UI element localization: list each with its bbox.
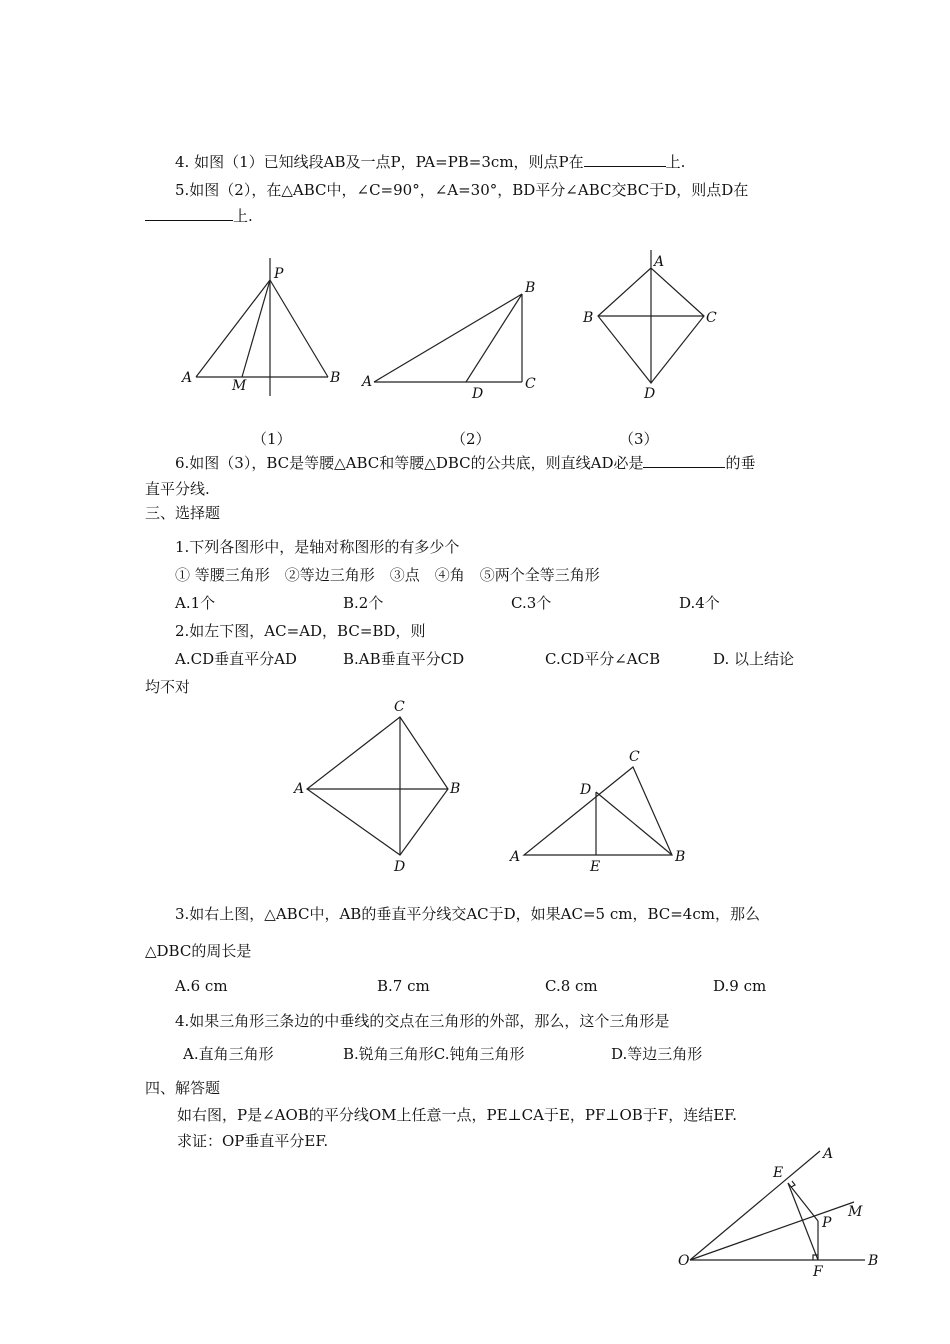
fig5-triangle-abc xyxy=(524,767,672,855)
choice-q2-stem: 2.如左下图，AC=AD，BC=BD，则 xyxy=(175,622,426,640)
fig5-label-d: D xyxy=(580,782,592,798)
question-5: 5.如图（2），在△ABC中，∠C=90°，∠A=30°，BD平分∠ABC交BC于D，则点D在 xyxy=(175,181,749,199)
figure-4 xyxy=(292,699,460,875)
question-6 xyxy=(175,453,756,473)
choice-q4-option-a: A.直角三角形 xyxy=(183,1045,274,1063)
figure-1-caption: （1） xyxy=(252,430,292,448)
question-5-suffix: 上. xyxy=(233,207,253,225)
choice-q2-option-c: C.CD平分∠ACB xyxy=(545,650,661,668)
choice-q1-option-a: A.1个 xyxy=(175,594,216,612)
choice-q3-stem-cont: △DBC的周长是 xyxy=(145,942,252,960)
question-4 xyxy=(175,152,685,172)
figure-2-caption: （2） xyxy=(451,430,491,448)
figure-1 xyxy=(180,258,340,396)
choice-q4-option-d: D.等边三角形 xyxy=(611,1045,703,1063)
fig5-label-c: C xyxy=(629,749,640,765)
fig3-label-c: C xyxy=(706,310,717,326)
fig4-quadrilateral xyxy=(307,717,448,855)
section-4-title: 四、解答题 xyxy=(145,1079,221,1097)
figure-2 xyxy=(360,280,536,402)
fig4-label-c: C xyxy=(394,699,405,715)
section-3-title: 三、选择题 xyxy=(145,504,221,522)
question-5-cont xyxy=(145,206,253,226)
fig2-label-b: B xyxy=(525,280,536,296)
question-4-text: 4. 如图（1）已知线段AB及一点P，PA=PB=3cm，则点P在 xyxy=(175,153,584,171)
fig5-label-b: B xyxy=(675,849,686,865)
fig6-ray-om xyxy=(690,1202,854,1260)
fig3-label-a: A xyxy=(654,254,665,270)
proof-problem-goal: 求证：OP垂直平分EF. xyxy=(177,1132,329,1150)
answer-blank xyxy=(643,453,725,468)
choice-q2-option-a: A.CD垂直平分AD xyxy=(175,650,297,668)
fig1-label-a: A xyxy=(182,370,193,386)
fig6-segment-ep xyxy=(788,1183,818,1221)
figure-3 xyxy=(582,250,717,402)
fig1-segment-pb xyxy=(270,280,328,377)
fig4-label-a: A xyxy=(294,781,305,797)
fig1-segment-pa xyxy=(196,280,270,377)
fig2-label-c: C xyxy=(525,376,536,392)
fig6-label-a: A xyxy=(823,1146,834,1162)
choice-q3-option-c: C.8 cm xyxy=(545,977,598,995)
fig2-label-d: D xyxy=(472,386,484,402)
fig6-right-angle-e xyxy=(791,1181,795,1187)
choice-q1-items: ① 等腰三角形 ②等边三角形 ③点 ④角 ⑤两个全等三角形 xyxy=(175,566,600,584)
fig6-label-e: E xyxy=(773,1165,784,1181)
fig2-label-a: A xyxy=(362,374,373,390)
fig1-label-p: P xyxy=(274,266,284,282)
choice-q4-stem: 4.如果三角形三条边的中垂线的交点在三角形的外部，那么，这个三角形是 xyxy=(175,1012,670,1030)
fig1-label-m: M xyxy=(232,378,247,394)
fig5-segment-db xyxy=(596,792,672,855)
choice-q3-option-b: B.7 cm xyxy=(377,977,430,995)
fig6-label-b: B xyxy=(868,1253,879,1269)
choice-q3-stem: 3.如右上图，△ABC中，AB的垂直平分线交AC于D，如果AC=5 cm，BC=4cm，那么 xyxy=(175,905,760,923)
choice-q2-cont: 均不对 xyxy=(145,678,191,696)
fig6-label-f: F xyxy=(813,1264,823,1280)
fig2-segment-bd xyxy=(466,294,522,382)
fig4-label-b: B xyxy=(450,781,461,797)
answer-blank xyxy=(584,152,666,167)
choice-q2-option-d: D. 以上结论 xyxy=(713,650,795,668)
fig6-ray-oa xyxy=(690,1151,820,1260)
fig5-label-a: A xyxy=(510,849,521,865)
choice-q1-option-c: C.3个 xyxy=(511,594,552,612)
fig3-label-d: D xyxy=(644,386,656,402)
figure-3-caption: （3） xyxy=(619,430,659,448)
choice-q2-option-b: B.AB垂直平分CD xyxy=(343,650,465,668)
fig5-label-e: E xyxy=(590,859,601,875)
choice-q3-option-d: D.9 cm xyxy=(713,977,767,995)
figures-row-2 xyxy=(280,695,700,875)
answer-blank xyxy=(145,206,233,221)
choice-q4-option-bc: B.锐角三角形C.钝角三角形 xyxy=(343,1045,525,1063)
choice-q1-stem: 1.下列各图形中，是轴对称图形的有多少个 xyxy=(175,538,460,556)
question-6-suffix: 的垂 xyxy=(725,454,756,472)
fig3-label-b: B xyxy=(583,310,594,326)
question-4-suffix: 上. xyxy=(665,153,686,171)
choice-q1-option-b: B.2个 xyxy=(343,594,384,612)
fig2-segment-ab xyxy=(374,294,522,382)
fig6-segment-ef xyxy=(788,1183,818,1260)
fig4-label-d: D xyxy=(394,859,406,875)
fig6-label-p: P xyxy=(822,1215,832,1231)
figures-row-1 xyxy=(170,250,830,410)
question-6-text: 6.如图（3），BC是等腰△ABC和等腰△DBC的公共底，则直线AD必是 xyxy=(175,454,644,472)
figure-6 xyxy=(670,1140,890,1280)
fig1-label-b: B xyxy=(330,370,341,386)
fig6-label-m: M xyxy=(848,1204,863,1220)
question-6-cont: 直平分线. xyxy=(145,480,210,498)
fig1-segment-pm xyxy=(242,280,270,377)
choice-q1-option-d: D.4个 xyxy=(679,594,720,612)
proof-problem-text: 如右图，P是∠AOB的平分线OM上任意一点，PE⊥CA于E，PF⊥OB于F，连结EF. xyxy=(177,1106,738,1124)
figure-5 xyxy=(508,749,685,875)
choice-q3-option-a: A.6 cm xyxy=(175,977,228,995)
fig6-label-o: O xyxy=(678,1253,690,1269)
